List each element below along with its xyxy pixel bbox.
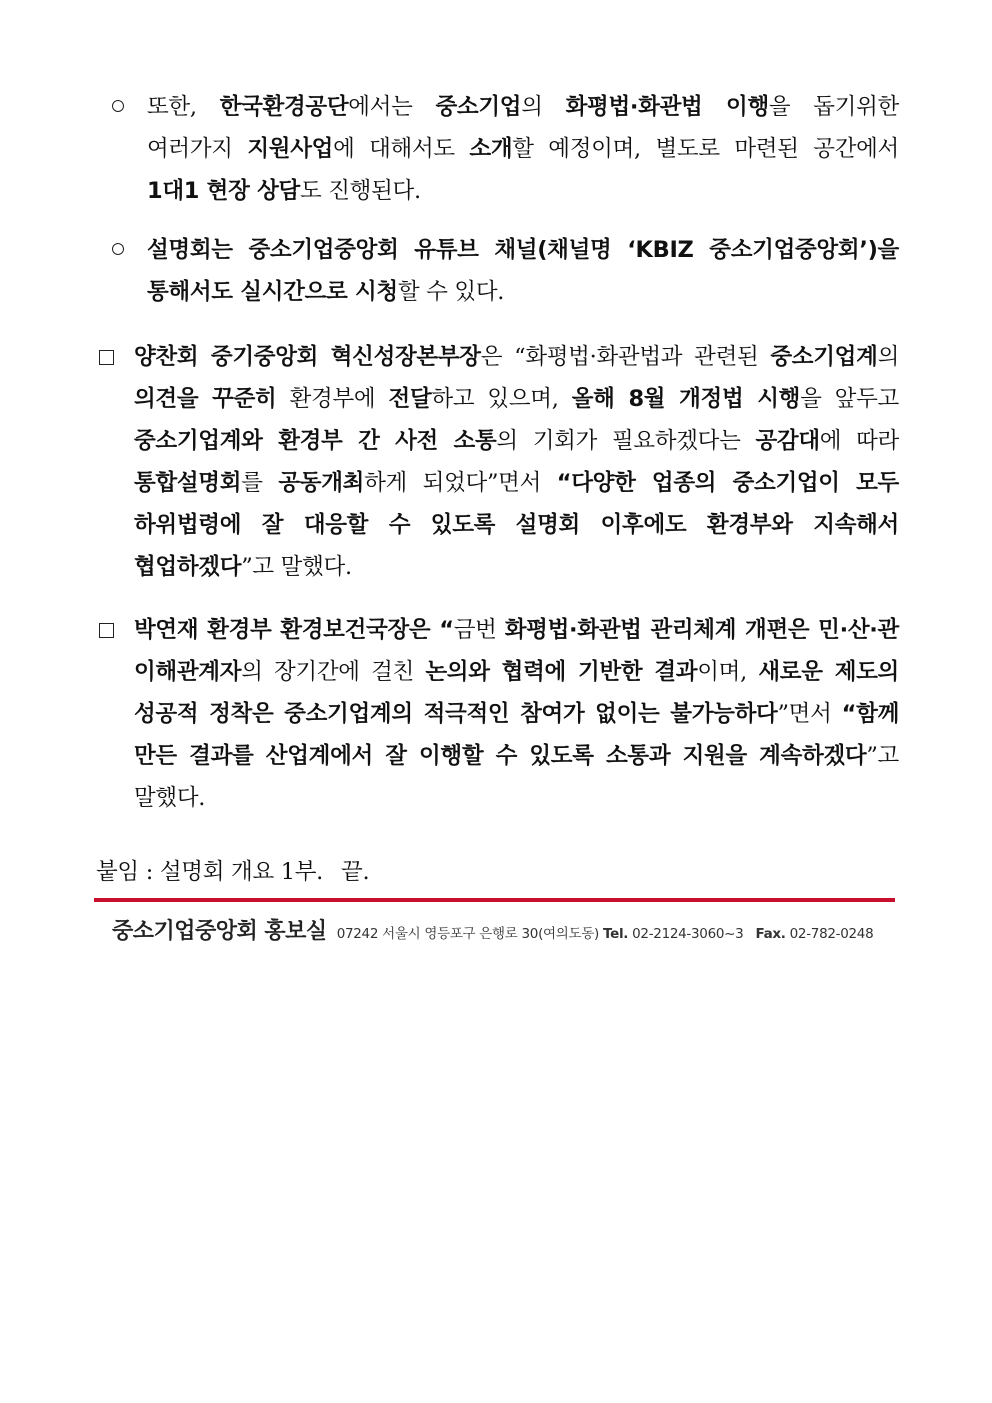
bold-segment: 양찬회 중기중앙회 혁신성장본부장 (134, 344, 481, 370)
text-segment: 하고 있으며, (431, 386, 572, 412)
text-segment: 환경부에 (276, 386, 389, 412)
bold-segment: 전달 (388, 386, 432, 412)
bold-segment: “함께 만든 결과를 산업계에서 잘 이행할 수 있도록 소통과 지원을 계속하겠다 (134, 701, 899, 769)
text-segment: 의 기회가 필요하겠다는 (496, 428, 756, 454)
text-segment: 를 (241, 470, 279, 496)
bold-segment: 박연재 환경부 환경보건국장은 “ (134, 617, 454, 643)
end-mark: 끝. (341, 859, 370, 885)
text-segment: ”면서 (777, 701, 842, 727)
bold-segment: “다양한 업종의 중소기업이 모두 하위법령에 잘 대응할 수 있도록 설명회 이후에도 환경부와 지속해서 협업하겠다 (134, 470, 899, 580)
footer (112, 914, 873, 946)
bold-segment: 중소기업계와 환경부 간 사전 소통 (134, 428, 497, 454)
text-segment: 금번 (453, 617, 505, 643)
text-segment: 하게 되었다”면서 (364, 470, 557, 496)
tel-number: 02-2124-3060~3 (632, 926, 744, 942)
tel-label: Tel. (602, 926, 629, 942)
sub-bullet-2-text (147, 229, 899, 313)
text-segment: 의 (521, 94, 566, 120)
bold-segment: 지원사업 (247, 136, 334, 162)
fax-label: Fax. (755, 926, 786, 942)
bold-segment: 새로운 제도의 성공적 정착은 중소기업계의 적극적인 참여가 없이는 불가능하다 (134, 659, 899, 727)
text-segment: 의 장기간에 걸친 (241, 659, 426, 685)
bold-segment: 공감대 (755, 428, 820, 454)
text-segment: ”고 말했다. (241, 554, 352, 580)
text-segment: 을 돕기위한 여러가지 (147, 94, 899, 162)
bold-segment: 화평법·화관법 이행 (565, 94, 769, 120)
text-segment: 이며, (697, 659, 759, 685)
text-segment: 에 대해서도 (333, 136, 470, 162)
bold-segment: 한국환경공단 (219, 94, 349, 120)
text-segment: ”고 말했다. (134, 743, 899, 811)
attachment-line (96, 851, 369, 893)
sub-bullet-1-text (147, 86, 899, 212)
circle-bullet-icon (112, 243, 124, 255)
bold-segment: 통합설명회 (134, 470, 242, 496)
text-segment: 할 예정이며, 별도로 마련된 공간에서 (512, 136, 899, 162)
footer-org: 중소기업중앙회 홍보실 (112, 919, 327, 944)
bold-segment: 1대1 현장 상담 (147, 178, 300, 204)
text-segment: 은 “화평법·화관법과 관련된 (480, 344, 771, 370)
main-bullet-2-text (134, 609, 899, 819)
footer-divider (94, 898, 895, 902)
text-segment: 을 앞두고 (800, 386, 899, 412)
text-segment: 도 진행된다. (299, 178, 421, 204)
square-bullet-icon (99, 623, 114, 638)
text-segment: 할 수 있다. (397, 279, 505, 305)
footer-contact (337, 926, 874, 942)
fax-number: 02-782-0248 (789, 926, 874, 942)
bold-segment: 논의와 협력에 기반한 결과 (425, 659, 698, 685)
attachment-text: 붙임 : 설명회 개요 1부. (96, 859, 324, 885)
text-segment: 에 따라 (819, 428, 899, 454)
bold-segment: 올해 8월 개정법 시행 (571, 386, 801, 412)
text-segment: 의 (877, 344, 899, 370)
bold-segment: 의견을 꾸준히 (134, 386, 277, 412)
bold-segment: 중소기업계 (770, 344, 878, 370)
footer-address: 07242 서울시 영등포구 은행로 30(여의도동) (336, 926, 599, 942)
bold-segment: 설명회는 중소기업중앙회 유튜브 채널(채널명 ‘KBIZ 중소기업중앙회’)을 통해서도 실시간으로 시청 (147, 237, 899, 305)
bold-segment: 소개 (469, 136, 513, 162)
bold-segment: 공동개최 (278, 470, 365, 496)
bold-segment: 화평법·화관법 관리체계 개편은 민·산·관 이해관계자 (134, 617, 899, 685)
main-bullet-1-text (134, 336, 899, 588)
bold-segment: 중소기업 (435, 94, 522, 120)
text-segment: 에서는 (348, 94, 436, 120)
circle-bullet-icon (112, 100, 124, 112)
square-bullet-icon (99, 350, 114, 365)
text-segment: 또한, (147, 94, 220, 120)
